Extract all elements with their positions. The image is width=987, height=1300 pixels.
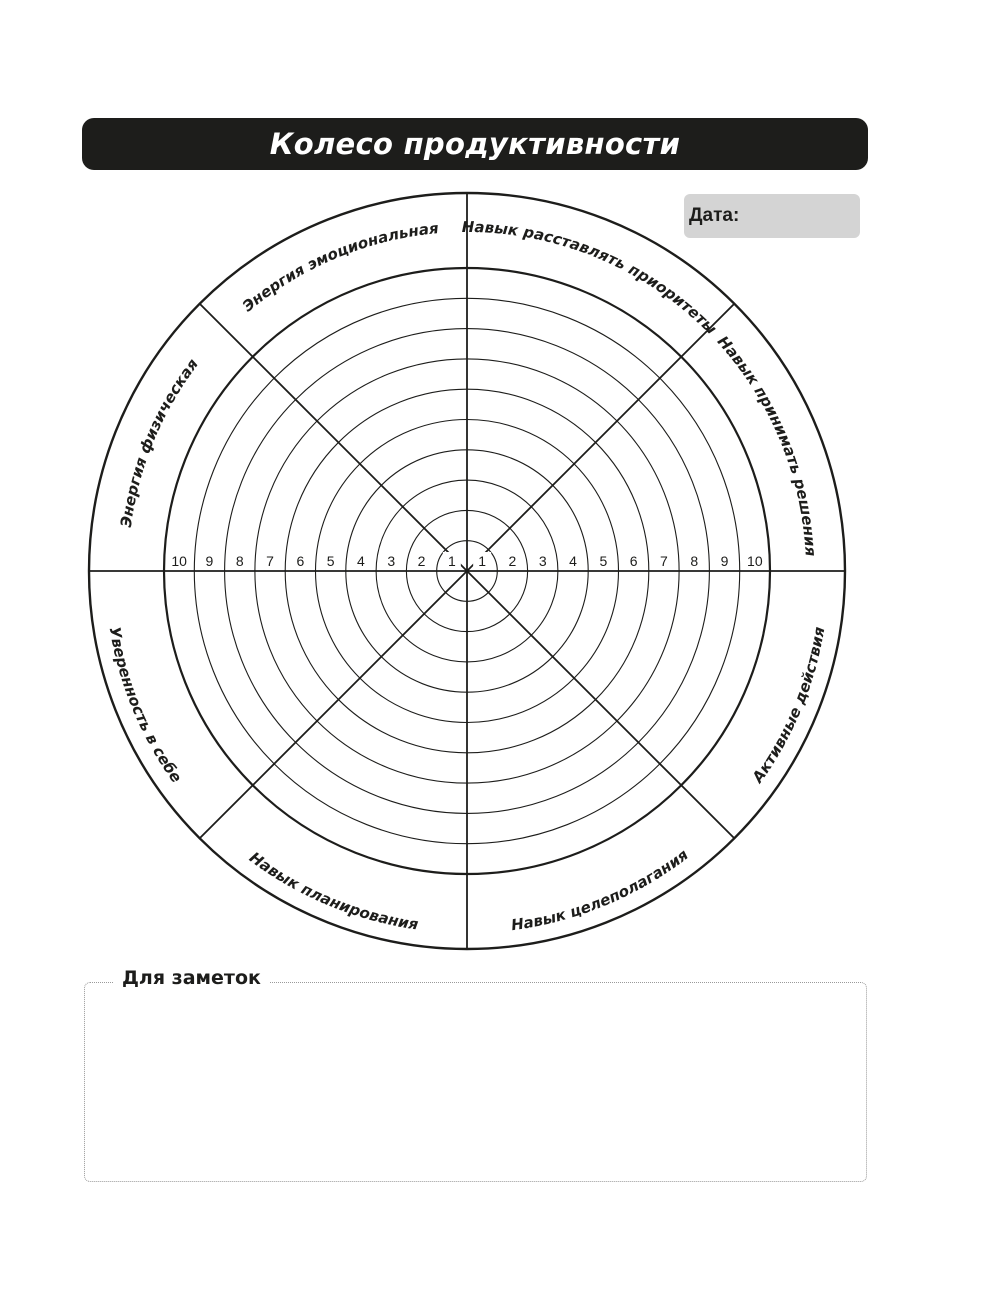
sector-label [239,219,440,315]
date-label: Дата: [689,205,740,226]
notes-area[interactable] [96,1004,856,1174]
notes-title: Для заметок [114,967,269,989]
scale-label: 6 [296,553,305,569]
scale-label: 2 [508,553,517,569]
scale-label: 5 [599,553,608,569]
scale-label: 6 [629,553,638,569]
scale-label: 7 [266,553,274,569]
sector-divider [467,571,734,838]
scale-label: 3 [387,553,396,569]
page-title: Колесо продуктивности [269,127,681,161]
scale-label: 1 [478,553,487,569]
sector-label-text: Энергия физическая [116,355,202,529]
sector-divider [200,304,467,571]
sector-label-text: Энергия эмоциональная [238,219,440,316]
scale-label: 4 [357,553,365,569]
sector-label [462,218,721,338]
scale-label: 8 [235,553,244,569]
sector-label-text: Уверенность в себе [105,625,186,786]
scale-label: 4 [569,553,577,569]
scale-label: 9 [205,553,214,569]
scale-label: 10 [171,553,187,569]
scale-label: 10 [747,553,763,569]
scale-label: 8 [690,553,699,569]
scale-label: 9 [720,553,729,569]
sector-label-text: Активные действия [748,625,829,786]
sector-label-text: Навык принимать решения [713,332,820,557]
sector-label [510,845,692,934]
sector-label-text: Навык планирования [246,848,420,934]
scale-label: 2 [417,553,426,569]
sector-label [246,848,420,933]
sector-label-text: Навык расставлять приоритеты [461,217,721,338]
sector-label-text: Навык целеполагания [509,845,692,935]
sector-divider [200,571,467,838]
scale-label: 1 [447,553,456,569]
sector-divider [467,304,734,571]
scale-label: 3 [538,553,547,569]
sector-label [117,355,202,528]
scale-label: 5 [326,553,335,569]
scale-label: 7 [660,553,668,569]
